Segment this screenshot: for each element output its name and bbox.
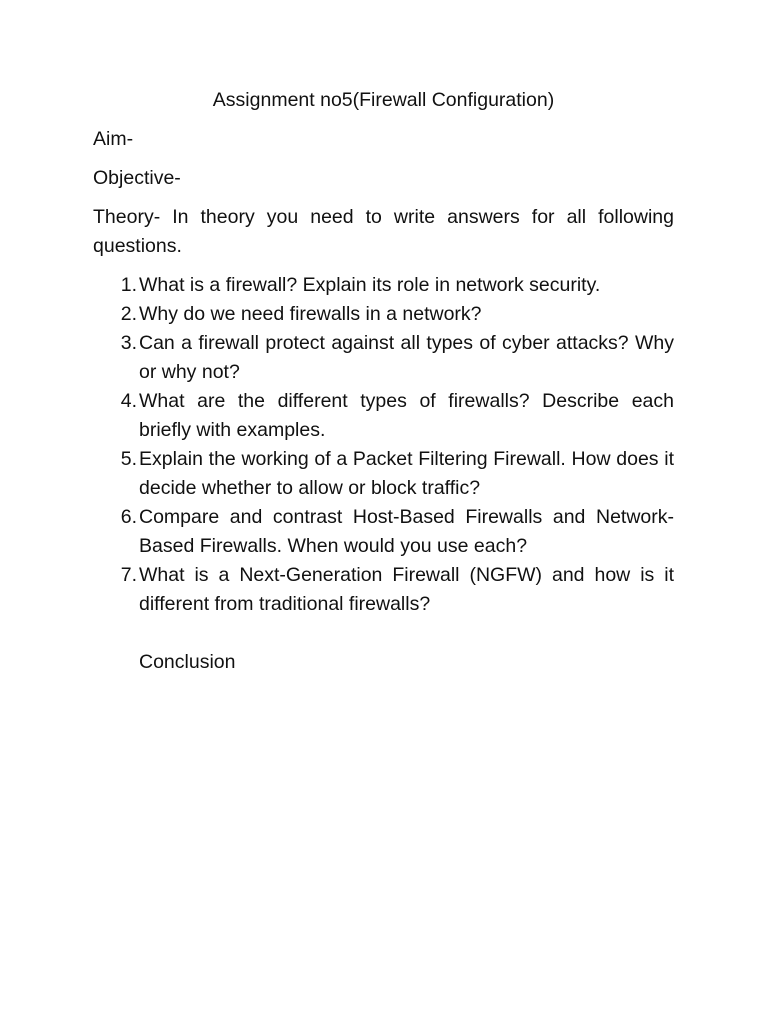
question-number: 2. bbox=[120, 303, 137, 325]
question-item bbox=[93, 503, 674, 561]
document-page bbox=[93, 86, 674, 677]
question-text: Can a firewall protect against all types of cyber attacks? Why or why not? bbox=[139, 332, 674, 383]
question-number: 3. bbox=[120, 332, 137, 354]
question-text: Why do we need firewalls in a network? bbox=[139, 303, 482, 325]
question-item bbox=[93, 387, 674, 445]
question-number: 6. bbox=[120, 506, 137, 528]
document-title: Assignment no5(Firewall Configuration) bbox=[212, 89, 555, 111]
question-number: 5. bbox=[120, 448, 137, 470]
question-item bbox=[93, 300, 674, 329]
question-text: Explain the working of a Packet Filtering Firewall. How does it decide whether to allow or block traffic? bbox=[139, 448, 674, 499]
question-number: 1. bbox=[120, 274, 137, 296]
conclusion-label: Conclusion bbox=[139, 651, 236, 673]
question-number: 4. bbox=[120, 390, 137, 412]
question-text: What is a Next-Generation Firewall (NGFW) and how is it different from traditional firewalls? bbox=[139, 564, 674, 615]
aim-label: Aim- bbox=[93, 128, 134, 150]
question-number: 7. bbox=[120, 564, 137, 586]
question-text: Compare and contrast Host-Based Firewalls and Network-Based Firewalls. When would you use each? bbox=[139, 506, 674, 557]
question-item bbox=[93, 445, 674, 503]
question-item bbox=[93, 561, 674, 619]
objective-label: Objective- bbox=[93, 167, 181, 189]
question-text: What is a firewall? Explain its role in network security. bbox=[139, 274, 601, 296]
theory-paragraph: Theory- In theory you need to write answers for all following questions. bbox=[93, 206, 674, 257]
question-list bbox=[93, 271, 674, 619]
question-text: What are the different types of firewalls? Describe each briefly with examples. bbox=[139, 390, 674, 441]
question-item bbox=[93, 271, 674, 300]
question-item bbox=[93, 329, 674, 387]
